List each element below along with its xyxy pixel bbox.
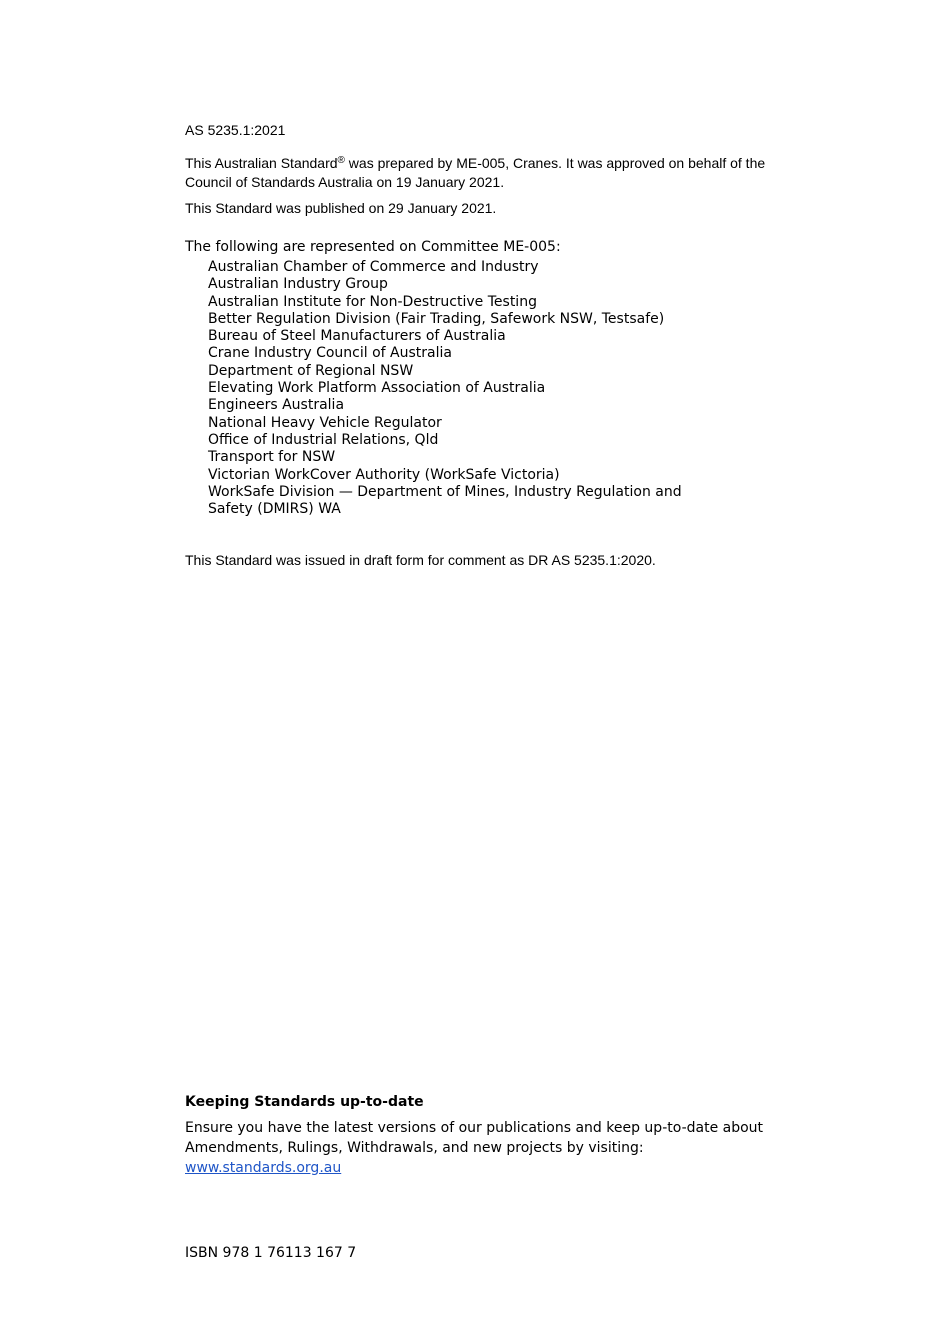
committee-intro: The following are represented on Committee ME-005: bbox=[185, 239, 561, 255]
committee-member: Engineers Australia bbox=[208, 397, 345, 414]
committee-member: Australian Industry Group bbox=[208, 276, 388, 293]
isbn: ISBN 978 1 76113 167 7 bbox=[185, 1245, 357, 1261]
keeping-up-to-date-body: Ensure you have the latest versions of our publications and keep up-to-date about Amendments, Rulings, Withdrawals, and new projects by visiting: bbox=[185, 1120, 764, 1156]
approval-text-end: was prepared by ME-005, Cranes. It was approved on behalf of the Council of Standards Australia on 19 January 2021. bbox=[185, 155, 766, 190]
committee-member: Australian Chamber of Commerce and Industry bbox=[208, 259, 539, 275]
registered-mark: ® bbox=[337, 155, 345, 166]
keeping-up-to-date-heading: Keeping Standards up-to-date bbox=[185, 1094, 424, 1110]
committee-member: Crane Industry Council of Australia bbox=[208, 345, 452, 362]
standards-website-link[interactable]: www.standards.org.au bbox=[185, 1160, 342, 1176]
committee-member-list bbox=[208, 259, 698, 518]
keeping-up-to-date-text bbox=[185, 1118, 775, 1178]
committee-member: WorkSafe Division — Department of Mines, Industry Regulation and Safety (DMIRS) WA bbox=[208, 483, 682, 518]
committee-member: Department of Regional NSW bbox=[208, 362, 414, 379]
publication-date-statement: This Standard was published on 29 January 2021. bbox=[185, 200, 497, 216]
approval-statement bbox=[185, 154, 775, 192]
committee-member: Office of Industrial Relations, Qld bbox=[208, 431, 439, 448]
draft-note: This Standard was issued in draft form for comment as DR AS 5235.1:2020. bbox=[185, 552, 656, 568]
committee-member: Better Regulation Division (Fair Trading, Safework NSW, Testsafe) bbox=[208, 310, 665, 327]
committee-member: Elevating Work Platform Association of Australia bbox=[208, 380, 546, 397]
committee-member: Transport for NSW bbox=[208, 449, 336, 466]
committee-member: Victorian WorkCover Authority (WorkSafe Victoria) bbox=[208, 466, 560, 483]
standard-designation: AS 5235.1:2021 bbox=[185, 122, 286, 138]
committee-member: Bureau of Steel Manufacturers of Australia bbox=[208, 328, 506, 345]
committee-member: Australian Institute for Non-Destructive Testing bbox=[208, 293, 537, 310]
committee-member: National Heavy Vehicle Regulator bbox=[208, 414, 442, 431]
approval-text-start: This Australian Standard bbox=[185, 155, 338, 171]
